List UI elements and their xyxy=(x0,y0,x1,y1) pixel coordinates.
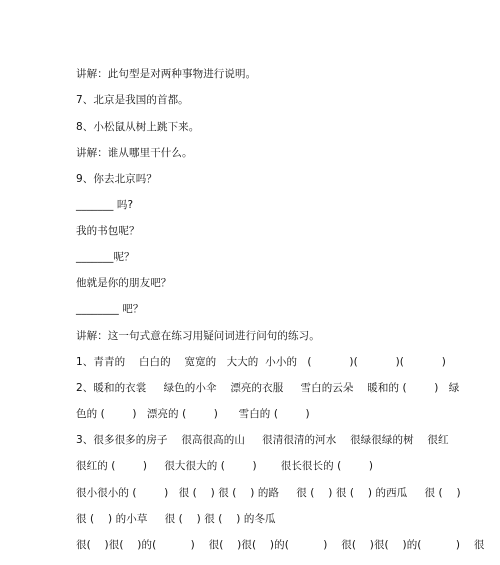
example-sentence: 我的书包呢？ xyxy=(76,225,140,237)
exercise-line: 3、很多很多的房子 很高很高的山 很清很清的河水 很绿很绿的树 很红 xyxy=(76,434,449,446)
example-sentence: 7、北京是我国的首都。 xyxy=(76,94,189,106)
example-sentence: 8、小松鼠从树上跳下来。 xyxy=(76,121,200,133)
fill-blank-line: _______呢？ xyxy=(76,251,135,263)
explanation-text: 讲解：此句型是对两种事物进行说明。 xyxy=(76,68,257,80)
exercise-line: 很小很小的 ( ) 很 ( ) 很 ( ) 的路 很 ( ) 很 ( ) 的西瓜 很 ( ) xyxy=(76,487,461,499)
exercise-line: 很( )很( )的( ) 很( )很( )的( ) 很( )很( )的( ) 很 xyxy=(76,539,485,551)
example-sentence: 他就是你的朋友吧？ xyxy=(76,277,172,289)
exercise-line: 很 ( ) 的小草 很 ( ) 很 ( ) 的冬瓜 xyxy=(76,513,276,525)
exercise-line: 很红的 ( ) 很大很大的 ( ) 很长很长的 ( ) xyxy=(76,460,374,472)
explanation-text: 讲解：这一句式意在练习用疑问词进行问句的练习。 xyxy=(76,330,320,342)
explanation-text: 讲解：谁从哪里干什么。 xyxy=(76,147,193,159)
fill-blank-line: ________ 吧？ xyxy=(76,303,144,315)
fill-blank-line: _______ 吗? xyxy=(76,199,134,211)
exercise-line: 2、暖和的衣裳 绿色的小伞 漂亮的衣服 雪白的云朵 暖和的 ( ) 绿 xyxy=(76,382,460,394)
example-sentence: 9、你去北京吗？ xyxy=(76,173,157,185)
exercise-line: 1、青青的 白白的 宽宽的 大大的 小小的 ( )( )( ) xyxy=(76,356,447,368)
exercise-line: 色的 ( ) 漂亮的 ( ) 雪白的 ( ) xyxy=(76,408,310,420)
